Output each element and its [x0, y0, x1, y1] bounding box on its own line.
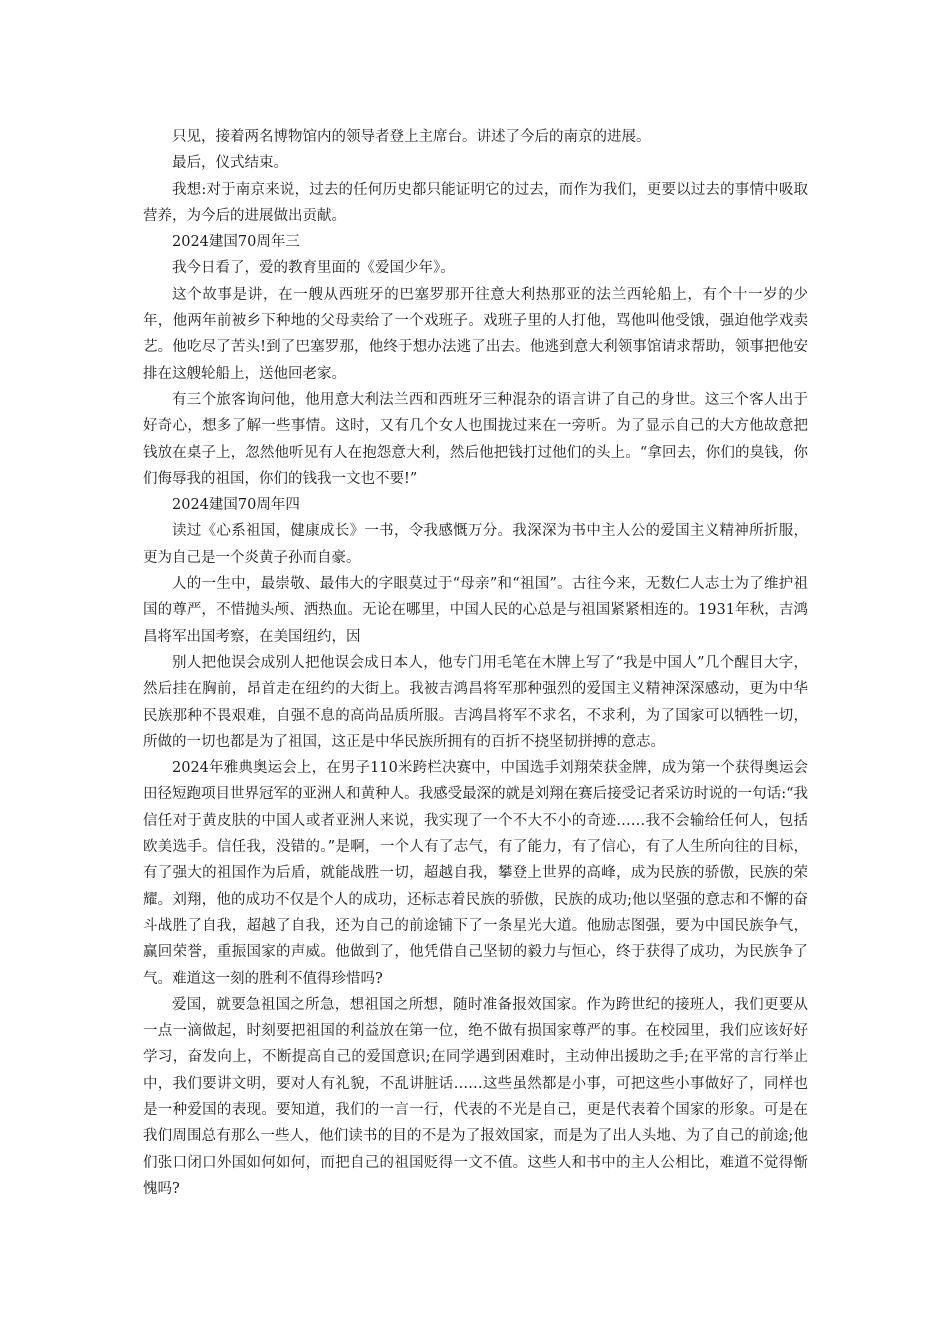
paragraph: 别人把他误会成别人把他误会成日本人，他专门用毛笔在木牌上写了“我是中国人”几个醒目大字，然后挂在胸前，昂首走在纽约的大街上。我被吉鸿昌将军那种强烈的爱国主义精神深深感动，更为中华民族那种不畏艰难，自强不息的高尚品质所服。吉鸿昌将军不求名，不求利，为了国家可以牺牲一切，所做的一切也都是为了祖国，这正是中华民族所拥有的百折不挠坚韧拼搏的意志。 — [143, 654, 808, 750]
paragraph: 有三个旅客询问他，他用意大利法兰西和西班牙三种混杂的语言讲了自己的身世。这三个客人出于好奇心，想多了解一些事情。这时，又有几个女人也围拢过来在一旁听。为了显示自己的大方他故意把钱放在桌子上，忽然他听见有人在抱怨意大利，然后他把钱打过他们的头上。“拿回去，你们的臭钱，你们侮辱我的祖国，你们的钱我一文也不要!” — [143, 391, 808, 487]
paragraph: 人的一生中，最崇敬、最伟大的字眼莫过于“母亲”和“祖国”。古往今来，无数仁人志士为了维护祖国的尊严，不惜抛头颅、洒热血。无论在哪里，中国人民的心总是与祖国紧紧相连的。1931年秋，吉鸿昌将军出国考察，在美国纽约，因 — [143, 576, 808, 645]
paragraph: 这个故事是讲，在一艘从西班牙的巴塞罗那开往意大利热那亚的法兰西轮船上，有个十一岁的少年，他两年前被乡下种地的父母卖给了一个戏班子。戏班子里的人打他，骂他叫他受饿，强迫他学戏卖艺。他吃尽了苦头!到了巴塞罗那，他终于想办法逃了出去。他逃到意大利领事馆请求帮助，领事把他安排在这艘轮船上，送他回老家。 — [143, 286, 808, 382]
paragraph: 读过《心系祖国，健康成长》一书，令我感慨万分。我深深为书中主人公的爱国主义精神所折服，更为自己是一个炎黄子孙而自豪。 — [143, 523, 808, 566]
section-heading: 2024建国70周年三 — [172, 234, 300, 251]
paragraph: 爱国，就要急祖国之所急，想祖国之所想，随时准备报效国家。作为跨世纪的接班人，我们更要从一点一滴做起，时刻要把祖国的利益放在第一位，绝不做有损国家尊严的事。在校园里，我们应该好好学习，奋发向上，不断提高自己的爱国意识;在同学遇到困难时，主动伸出援助之手;在平常的言行举止中，我们要讲文明，要对人有礼貌，不乱讲脏话……这些虽然都是小事，可把这些小事做好了，同样也是一种爱国的表现。要知道，我们的一言一行，代表的不光是自己，更是代表着个国家的形象。可是在我们周围总有那么一些人，他们读书的目的不是为了报效国家，而是为了出人头地、为了自己的前途;他们张口闭口外国如何如何，而把自己的祖国贬得一文不值。这些人和书中的主人公相比，难道不觉得惭愧吗? — [143, 996, 808, 1197]
paragraph: 最后，仪式结束。 — [172, 155, 288, 172]
paragraph: 我今日看了，爱的教育里面的《爱国少年》。 — [172, 260, 455, 277]
paragraph: 只见，接着两名博物馆内的领导者登上主席台。讲述了今后的南京的进展。 — [172, 129, 651, 145]
section-heading: 2024建国70周年四 — [172, 497, 300, 514]
document-body — [143, 124, 808, 1202]
paragraph: 2024年雅典奥运会上，在男子110米跨栏决赛中，中国选手刘翔荣获金牌，成为第一个获得奥运会田径短跑项目世界冠军的亚洲人和黄种人。我感受最深的就是刘翔在赛后接受记者采访时说的一句话:“我信任对于黄皮肤的中国人或者亚洲人来说，我实现了一个不大不小的奇迹……我不会输给任何人，包括欧美选手。信任我，没错的。”是啊，一个人有了志气，有了能力，有了信心，有了人生所向往的目标，有了强大的祖国作为后盾，就能战胜一切，超越自我，攀登上世界的高峰，成为民族的骄傲，民族的荣耀。刘翔，他的成功不仅是个人的成功，还标志着民族的骄傲，民族的成功;他以坚强的意志和不懈的奋斗战胜了自我，超越了自我，还为自己的前途铺下了一条星光大道。他励志图强，要为中国民族争气，赢回荣誉，重振国家的声威。他做到了，他凭借自己坚韧的毅力与恒心，终于获得了成功，为民族争了气。难道这一刻的胜利不值得珍惜吗? — [143, 760, 808, 987]
paragraph: 我想:对于南京来说，过去的任何历史都只能证明它的过去，而作为我们，更要以过去的事情中吸取营养，为今后的进展做出贡献。 — [143, 181, 808, 224]
